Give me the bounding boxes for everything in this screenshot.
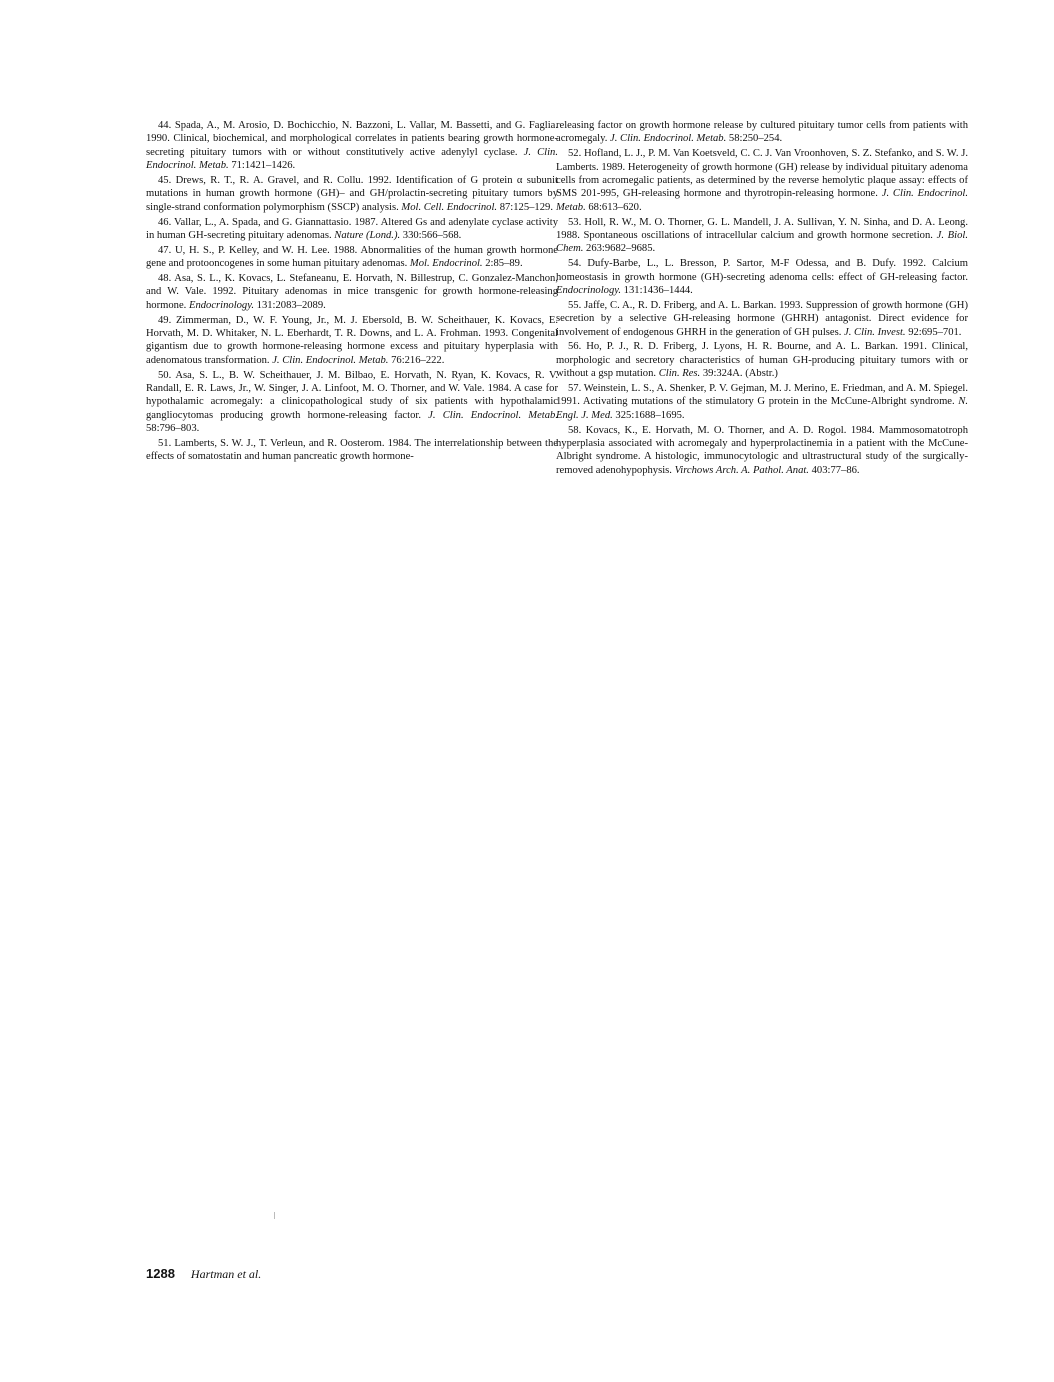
page-number: 1288: [146, 1266, 175, 1281]
reference-entry: 48. Asa, S. L., K. Kovacs, L. Stefaneanu, E. Horvath, N. Billestrup, C. Gonzalez-Manchon, and W. Vale. 1992. Pituitary adenomas in mice transgenic for growth hormone-releasing hormone. Endocrinology. 131:2083–2089.: [146, 273, 558, 311]
reference-entry: 54. Dufy-Barbe, L., L. Bresson, P. Sartor, M-F Odessa, and B. Dufy. 1992. Calcium homeostasis in growth hormone (GH)-secreting adenoma cells: effect of GH-releasing factor. Endocrinology. 131:1436–1444.: [556, 258, 968, 297]
reference-entry: 51. Lamberts, S. W. J., T. Verleun, and R. Oosterom. 1984. The interrelationship between the effects of somatostatin and human pancreatic growth hormone-: [146, 438, 558, 463]
reference-continuation: releasing factor on growth hormone release by cultured pituitary tumor cells from patients with acromegaly. J. Clin. Endocrinol. Metab. 58:250–254.: [556, 120, 968, 145]
reference-entry: 49. Zimmerman, D., W. F. Young, Jr., M. J. Ebersold, B. W. Scheithauer, K. Kovacs, E. Horvath, M. D. Whitaker, N. L. Eberhardt, T. R. Downs, and L. A. Frohman. 1993. Congenital gigantism due to growth hormone-releasing hormone excess and pituitary hyperplasia with adenomatous transformation. J. Clin. Endocrinol. Metab. 76:216–222.: [146, 314, 558, 366]
reference-entry: 55. Jaffe, C. A., R. D. Friberg, and A. L. Barkan. 1993. Suppression of growth hormone (GH) secretion by a selective GH-releasing hormone (GHRH) antagonist. Direct evidence for involvement of endogenous GHRH in the generation of GH pulses. J. Clin. Invest. 92:695–701.: [556, 299, 968, 338]
reference-entry: 52. Hofland, L. J., P. M. Van Koetsveld, C. C. J. Van Vroonhoven, S. Z. Stefanko, and S. W. J. Lamberts. 1989. Heterogeneity of growth hormone (GH) release by individual pituitary adenoma cells from acromegalic patients, as determined by the reverse hemolytic plaque assay: effects of SMS 201-995, GH-releasing hormone and thyrotropin-releasing hormone. J. Clin. Endocrinol. Metab. 68:613–620.: [556, 148, 968, 213]
reference-column-right: [556, 119, 968, 479]
reference-column-left: [146, 119, 558, 465]
reference-entry: 50. Asa, S. L., B. W. Scheithauer, J. M. Bilbao, E. Horvath, N. Ryan, K. Kovacs, R. V. Randall, E. R. Laws, Jr., W. Singer, J. A. Linfoot, M. O. Thorner, and W. Vale. 1984. A case for hypothalamic acromegaly: a clinicopathological study of six patients with hypothalamic gangliocytomas producing growth hormone-releasing factor. J. Clin. Endocrinol. Metab. 58:796–803.: [146, 369, 558, 435]
reference-entry: 46. Vallar, L., A. Spada, and G. Giannattasio. 1987. Altered Gs and adenylate cyclase activity in human GH-secreting pituitary adenomas. Nature (Lond.). 330:566–568.: [146, 216, 558, 242]
reference-entry: 57. Weinstein, L. S., A. Shenker, P. V. Gejman, M. J. Merino, E. Friedman, and A. M. Spiegel. 1991. Activating mutations of the stimulatory G protein in the McCune-Albright syndrome. N. Engl. J. Med. 325:1688–1695.: [556, 383, 968, 421]
reference-entry: 45. Drews, R. T., R. A. Gravel, and R. Collu. 1992. Identification of G protein α subunit mutations in human growth hormone (GH)– and GH/prolactin-secreting pituitary tumors by single-strand conformation polymorphism (SSCP) analysis. Mol. Cell. Endocrinol. 87:125–129.: [146, 175, 558, 213]
reference-entry: 47. U, H. S., P. Kelley, and W. H. Lee. 1988. Abnormalities of the human growth hormone gene and protooncogenes in some human pituitary adenomas. Mol. Endocrinol. 2:85–89.: [146, 244, 558, 270]
running-title: Hartman et al.: [190, 1267, 262, 1281]
reference-entry: 44. Spada, A., M. Arosio, D. Bochicchio, N. Bazzoni, L. Vallar, M. Bassetti, and G. Faglia. 1990. Clinical, biochemical, and morphological correlates in patients bearing growth hormone-secreting pituitary tumors with or without constitutively active adenylyl cyclase. J. Clin. Endocrinol. Metab. 71:1421–1426.: [146, 120, 558, 172]
page-footer: [146, 1265, 261, 1283]
page-mark: [274, 1212, 275, 1219]
reference-entry: 58. Kovacs, K., E. Horvath, M. O. Thorner, and A. D. Rogol. 1984. Mammosomatotroph hyperplasia associated with acromegaly and hyperprolactinemia in a patient with the McCune-Albright syndrome. A histologic, immunocytologic and ultrastructural study of the surgically-removed adenohypophysis. Virchows Arch. A. Pathol. Anat. 403:77–86.: [556, 424, 968, 476]
reference-entry: 53. Holl, R. W., M. O. Thorner, G. L. Mandell, J. A. Sullivan, Y. N. Sinha, and D. A. Leong. 1988. Spontaneous oscillations of intracellular calcium and growth hormone secretion. J. Biol. Chem. 263:9682–9685.: [556, 216, 968, 255]
reference-entry: 56. Ho, P. J., R. D. Friberg, J. Lyons, H. R. Bourne, and A. L. Barkan. 1991. Clinical, morphologic and secretory characteristics of human GH-producing pituitary tumors with or without a gsp mutation. Clin. Res. 39:324A. (Abstr.): [556, 341, 968, 380]
